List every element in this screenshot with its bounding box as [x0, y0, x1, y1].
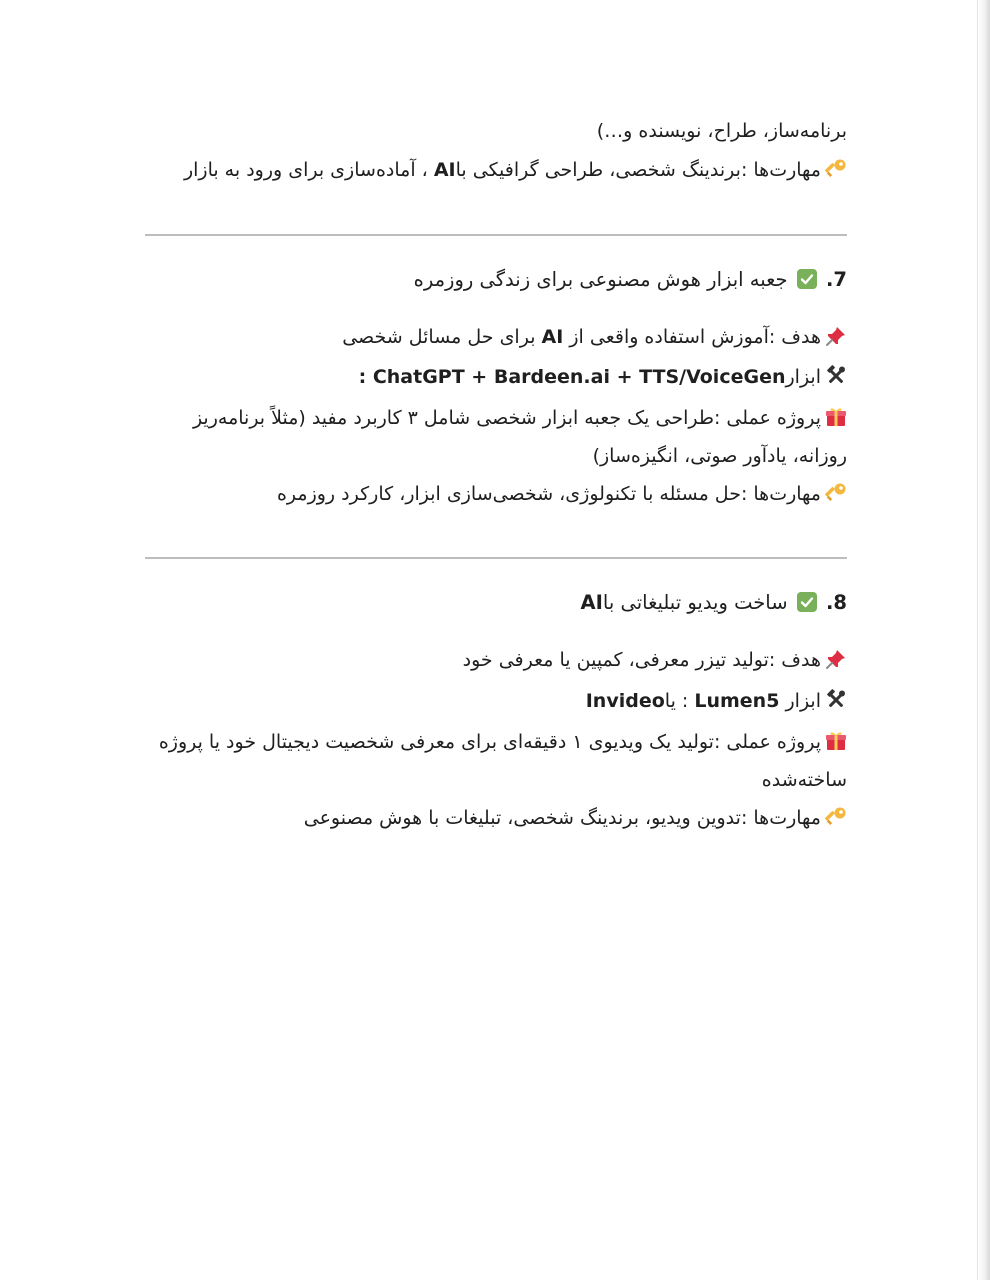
section-7-tools-value: ChatGPT + Bardeen.ai + TTS/VoiceGen :: [358, 366, 786, 388]
hammer-wrench-icon: [825, 365, 847, 387]
section-7-goal-label: هدف :: [768, 326, 821, 348]
check-box-icon: [797, 592, 817, 612]
section-8-goal: [145, 645, 847, 675]
key-icon: [825, 482, 847, 504]
section-8-project-label: پروژه عملی :: [713, 731, 821, 753]
section-8-title-ai: AI: [580, 591, 603, 614]
check-box-icon: [797, 269, 817, 289]
divider-1: [145, 234, 847, 236]
gift-icon: [825, 403, 847, 425]
pushpin-icon: [825, 648, 847, 670]
top-skills-label: مهارت‌ها :: [740, 159, 821, 181]
section-8-tools: [145, 686, 847, 716]
section-7-skills-label: مهارت‌ها :: [740, 483, 821, 505]
section-8-tools-sep: : یا: [664, 690, 689, 712]
section-7-goal-text-b: برای حل مسائل شخصی: [342, 326, 536, 348]
section-7-goal-ai: AI: [541, 326, 564, 348]
key-icon: [825, 158, 847, 180]
section-8-project-text: تولید یک ویدیوی ۱ دقیقه‌ای برای معرفی شخصیت دیجیتال خود یا پروژه ساخته‌شده: [158, 731, 847, 791]
top-skills-text-b: ، آماده‌سازی برای ورود به بازار: [183, 159, 428, 181]
section-7-project-label: پروژه عملی :: [713, 407, 821, 429]
section-7-goal-text-a: آموزش استفاده واقعی از: [569, 326, 769, 348]
top-skills-line: [145, 155, 847, 185]
top-skills-ai: AI: [433, 159, 456, 181]
section-8-tools-a: Lumen5: [694, 690, 780, 712]
gift-icon: [825, 727, 847, 749]
section-7-skills-text: حل مسئله با تکنولوژی، شخصی‌سازی ابزار، کارکرد روزمره: [276, 483, 741, 505]
section-7-project: [145, 399, 847, 475]
section-8-tools-b: Invideo: [585, 690, 665, 712]
section-8-title: ساخت ویدیو تبلیغاتی با: [602, 591, 788, 614]
section-7-number: 7.: [826, 268, 847, 291]
section-8-goal-label: هدف :: [768, 649, 821, 671]
section-7-title: جعبه ابزار هوش مصنوعی برای زندگی روزمره: [413, 268, 788, 291]
section-8-skills-label: مهارت‌ها :: [740, 807, 821, 829]
section-8-heading: [145, 588, 847, 618]
continuation-text: برنامه‌ساز، طراح، نویسنده و…): [596, 120, 847, 142]
section-7-goal: [145, 322, 847, 352]
section-8-skills-text: تدوین ویدیو، برندینگ شخصی، تبلیغات با هوش مصنوعی: [303, 807, 741, 829]
hammer-wrench-icon: [825, 689, 847, 711]
section-7-tools-label: ابزار: [785, 366, 821, 388]
pushpin-icon: [825, 325, 847, 347]
section-8-tools-label: ابزار: [785, 690, 821, 712]
section-8-goal-text: تولید تیزر معرفی، کمپین یا معرفی خود: [462, 649, 769, 671]
section-8-skills: [145, 803, 847, 833]
section-8-number: 8.: [826, 591, 847, 614]
page-edge: [977, 0, 990, 1280]
divider-2: [145, 557, 847, 559]
section-7-skills: [145, 479, 847, 509]
key-icon: [825, 806, 847, 828]
section-7-project-text: طراحی یک جعبه ابزار شخصی شامل ۳ کاربرد مفید (مثلاً برنامه‌ریز روزانه، یادآور صوتی، انگیزه‌ساز): [192, 407, 847, 467]
section-7-heading: [145, 265, 847, 295]
continuation-line: [145, 116, 847, 146]
top-skills-text-a: برندینگ شخصی، طراحی گرافیکی با: [455, 159, 741, 181]
section-7-tools: [145, 362, 847, 392]
section-8-project: [145, 723, 847, 799]
